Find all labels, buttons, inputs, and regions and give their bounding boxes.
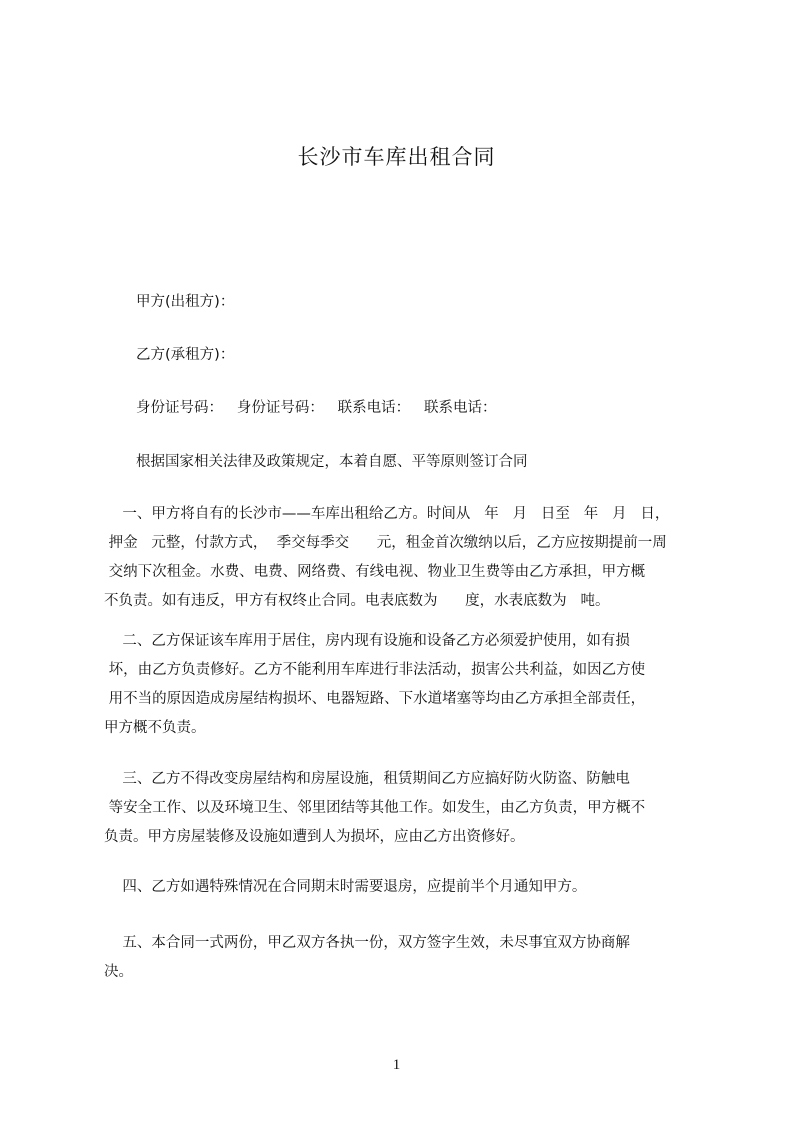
page-number: 1 (392, 1057, 401, 1073)
clause-2 (104, 627, 690, 743)
clause-line: 不负责。如有违反，甲方有权终止合同。电表底数为 度，水表底数为 吨。 (104, 593, 610, 609)
clause-line: 押金 元整，付款方式， 季交每季交 元，租金首次缴纳以后，乙方应按期提前一周 (104, 535, 667, 551)
clause-line: 交纳下次租金。水费、电费、网络费、有线电视、物业卫生费等由乙方承担，甲方概 (104, 564, 646, 580)
clause-line: 三、乙方不得改变房屋结构和房屋设施，租赁期间乙方应搞好防火防盗、防触电 (104, 771, 630, 787)
clause-line: 决。 (104, 964, 133, 980)
clause-4 (104, 873, 690, 902)
party-b-line: 乙方(承租方)： (136, 347, 235, 363)
clause-5 (104, 929, 690, 987)
clause-line: 等安全工作、以及环境卫生、邻里团结等其他工作。如发生，由乙方负责，甲方概不 (104, 800, 646, 816)
clause-3 (104, 765, 690, 852)
clause-line: 二、乙方保证该车库用于居住，房内现有设施和设备乙方必须爱护使用，如有损 (104, 633, 630, 649)
clause-line: 一、甲方将自有的长沙市——车库出租给乙方。时间从 年 月 日至 年 月 日， (104, 506, 670, 522)
clause-1 (104, 500, 690, 616)
clause-line: 用不当的原因造成房屋结构损坏、电器短路、下水道堵塞等均由乙方承担全部责任， (104, 691, 646, 707)
clause-line: 五、本合同一式两份，甲乙双方各执一份，双方签字生效，未尽事宜双方协商解 (104, 935, 630, 951)
page-title: 长沙市车库出租合同 (297, 145, 496, 169)
party-a-line: 甲方(出租方)： (136, 294, 235, 310)
clause-line: 坏，由乙方负责修好。乙方不能利用车库进行非法活动，损害公共利益，如因乙方使 (104, 662, 646, 678)
clause-line: 甲方概不负责。 (104, 720, 206, 736)
clause-line: 四、乙方如遇特殊情况在合同期末时需要退房，应提前半个月通知甲方。 (104, 879, 587, 895)
clause-line: 负责。甲方房屋装修及设施如遭到人为损坏，应由乙方出资修好。 (104, 829, 525, 845)
id-phone-line: 身份证号码： 身份证号码： 联系电话： 联系电话： (136, 400, 497, 416)
preamble-line: 根据国家相关法律及政策规定，本着自愿、平等原则签订合同 (136, 454, 528, 470)
